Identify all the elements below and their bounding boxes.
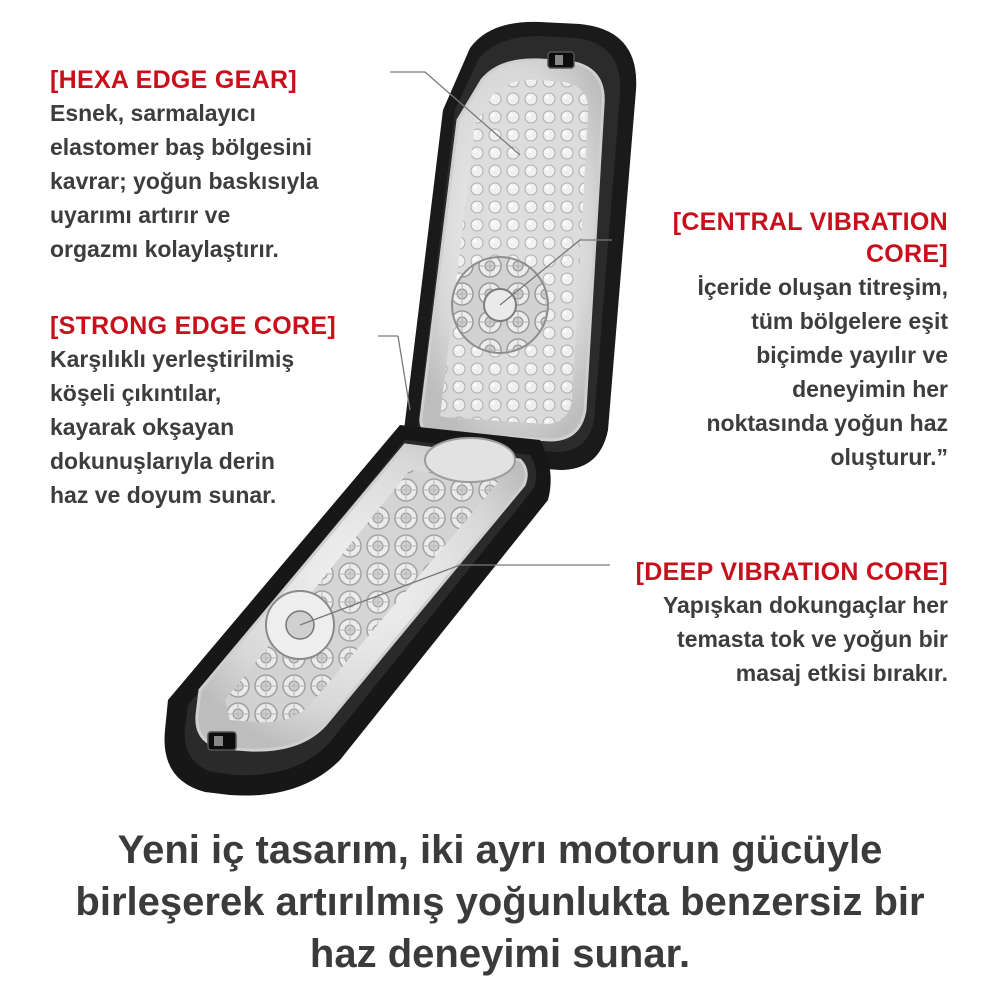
callout-title: [HEXA EDGE GEAR]	[50, 66, 297, 94]
bottom-caption: Yeni iç tasarım, iki ayrı motorun gücüyle birleşerek artırılmış yoğunlukta benzersiz bir haz deneyimi sunar.	[75, 828, 925, 976]
callout-hexa-edge-gear	[50, 64, 390, 266]
callout-central-vibration-core	[618, 206, 948, 474]
callout-title: [STRONG EDGE CORE]	[50, 312, 336, 340]
callout-body: Esnek, sarmalayıcı elastomer baş bölgesini kavrar; yoğun baskısıyla uyarımı artırır ve orgazmı kolaylaştırır.	[50, 100, 319, 262]
callout-deep-vibration-core	[588, 556, 948, 690]
callout-body: Yapışkan dokungaçlar her temasta tok ve yoğun bir masaj etkisi bırakır.	[662, 592, 948, 686]
callout-body: Karşılıklı yerleştirilmiş köşeli çıkıntılar, kayarak okşayan dokunuşlarıyla derin haz ve doyum sunar.	[50, 346, 295, 508]
callout-strong-edge-core	[50, 310, 390, 512]
callout-title: [DEEP VIBRATION CORE]	[635, 558, 948, 586]
bottom-switch-icon	[208, 732, 236, 750]
top-switch-icon	[548, 52, 574, 68]
callout-title: [CENTRAL VIBRATION CORE]	[672, 208, 948, 268]
callout-body: İçeride oluşan titreşim, tüm bölgelere eşit biçimde yayılır ve deneyimin her noktasında yoğun haz oluşturur.”	[697, 274, 948, 470]
